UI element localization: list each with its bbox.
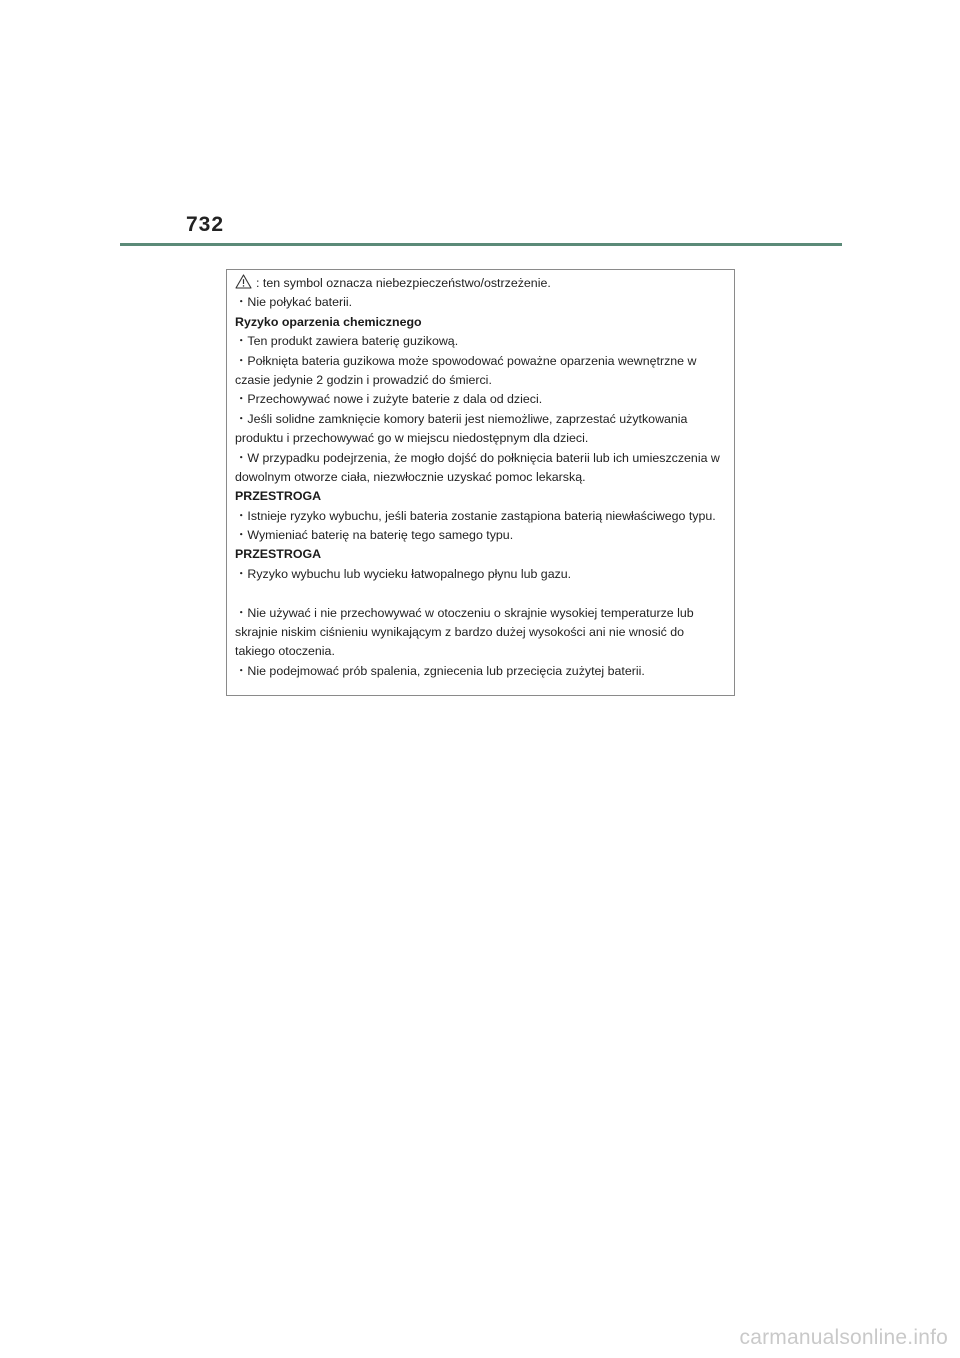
warning-line: ・W przypadku podejrzenia, że mogło dojść do połknięcia baterii lub ich umieszczenia w [235,450,720,465]
watermark-text: carmanualsonline.info [739,1326,948,1349]
warning-line: ・Jeśli solidne zamknięcie komory baterii jest niemożliwe, zaprzestać użytkowania [235,411,688,426]
warning-symbol-text: : ten symbol oznacza niebezpieczeństwo/ostrzeżenie. [256,276,551,290]
caution-heading: PRZESTROGA [235,547,322,562]
warning-heading: Ryzyko oparzenia chemicznego [235,314,422,329]
caution-heading: PRZESTROGA [235,489,322,504]
warning-line: ・Wymieniać baterię na baterię tego samego typu. [235,528,514,543]
warning-line: produktu i przechowywać go w miejscu niedostępnym dla dzieci. [235,431,589,446]
warning-symbol-legend [235,274,728,293]
page-number: 732 [186,213,225,236]
warning-line: ・Ryzyko wybuchu lub wycieku łatwopalnego płynu lub gazu. [235,566,572,581]
warning-line: ・Przechowywać nowe i zużyte baterie z dala od dzieci. [235,392,543,407]
warning-line: ・Nie podejmować prób spalenia, zgniecenia lub przecięcia zużytej baterii. [235,663,645,678]
warning-line: ・Istnieje ryzyko wybuchu, jeśli bateria zostanie zastąpiona baterią niewłaściwego typu. [235,508,716,523]
warning-line: czasie jedynie 2 godzin i prowadzić do śmierci. [235,372,492,387]
header-rule [120,243,842,246]
warning-text [235,274,728,681]
warning-line: ・Połknięta bateria guzikowa może spowodować poważne oparzenia wewnętrzne w [235,353,697,368]
warning-line: dowolnym otworze ciała, niezwłocznie uzyskać pomoc lekarską. [235,469,586,484]
warning-triangle-icon [235,274,252,289]
warning-line: ・Nie używać i nie przechowywać w otoczeniu o skrajnie wysokiej temperaturze lub [235,605,694,620]
warning-box [226,269,735,696]
blank-line [235,584,728,603]
warning-line: ・Nie połykać baterii. [235,295,353,310]
warning-line: ・Ten produkt zawiera baterię guzikową. [235,334,459,349]
warning-line: skrajnie niskim ciśnieniu wynikającym z bardzo dużej wysokości ani nie wnosić do [235,625,685,640]
warning-line: takiego otoczenia. [235,644,335,659]
